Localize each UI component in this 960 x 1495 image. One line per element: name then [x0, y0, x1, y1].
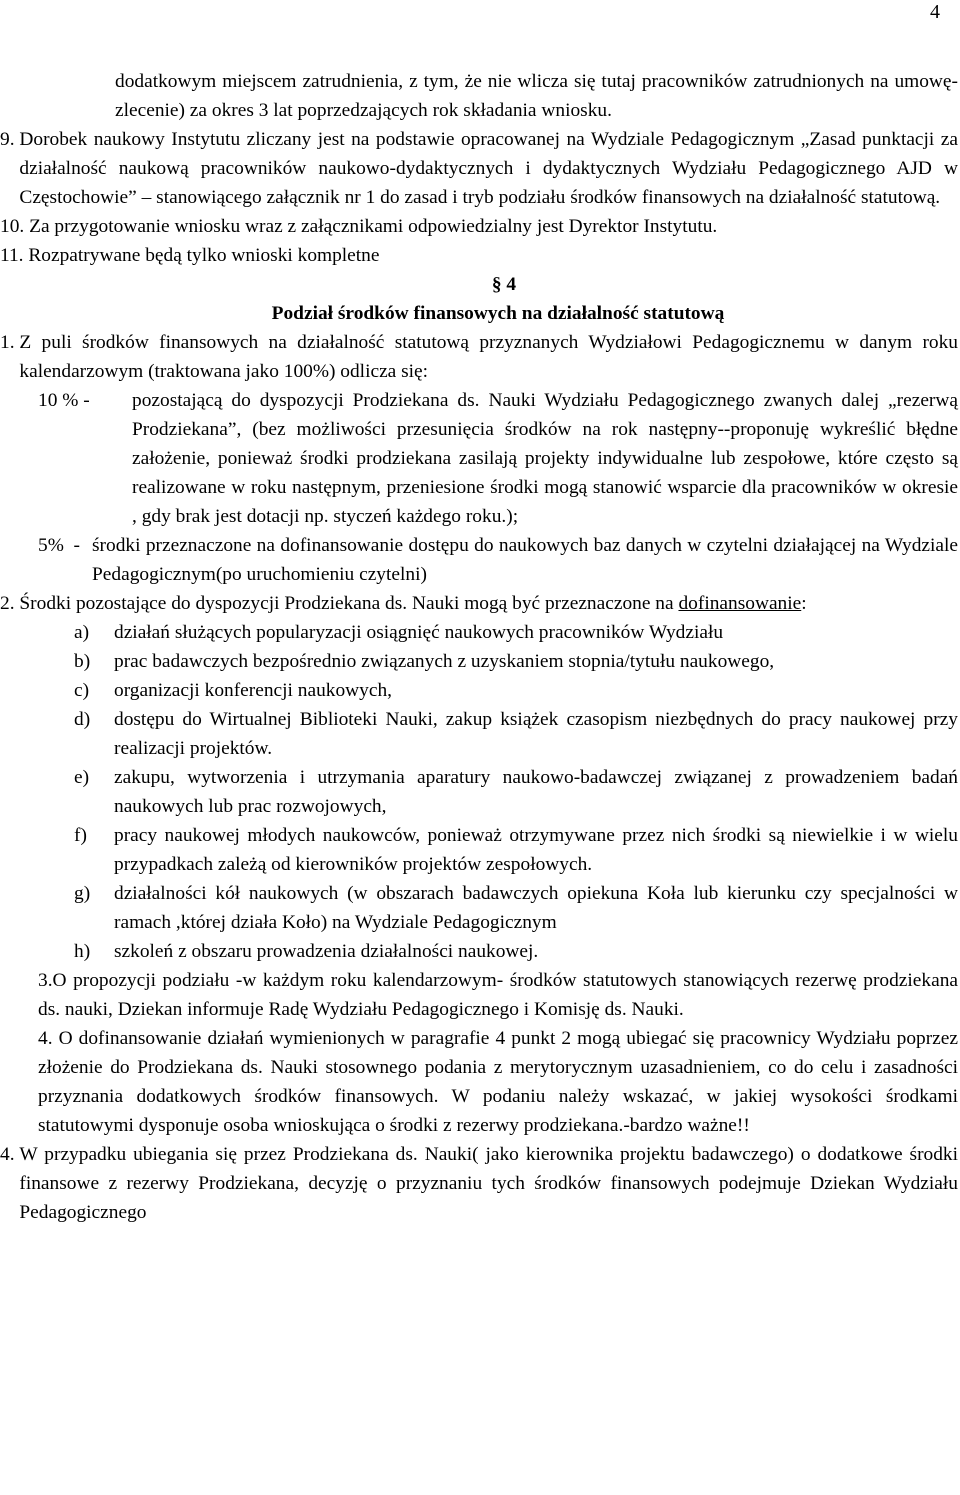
item-11-text: Rozpatrywane będą tylko wnioski kompletne: [28, 245, 380, 266]
list-item-label: c): [74, 680, 90, 701]
page-number: 4: [930, 1, 940, 23]
item-11: [0, 241, 958, 270]
section-title: Podział środków finansowych na działalność statutową: [271, 303, 725, 324]
intro-continuation: dodatkowym miejscem zatrudnienia, z tym, że nie wlicza się tutaj pracowników zatrudnionych na umowę-zlecenie) za okres 3 lat poprzedzających rok składania wniosku.: [115, 71, 958, 121]
list-item-text: organizacji konferencji naukowych,: [114, 680, 393, 701]
item-10-text: Za przygotowanie wniosku wraz z załącznikami odpowiedzialny jest Dyrektor Instytutu.: [29, 216, 718, 237]
list-item-label: e): [74, 767, 90, 788]
list-item-text: pracy naukowej młodych naukowców, ponieważ otrzymywane przez nich środki są niewielkie i w wielu przypadkach zależą od kierowników projektów zespołowych.: [114, 825, 958, 875]
deduction-5-text: środki przeznaczone na dofinansowanie dostępu do naukowych baz danych w czytelni działającej na Wydziale Pedagogicznym(po uruchomieniu czytelni): [92, 535, 958, 585]
paragraph-4b-text: W przypadku ubiegania się przez Prodziekana ds. Nauki( jako kierownika projektu badawczego) o dodatkowe środki finansowe z rezerwy Prodziekana, decyzję o przyznaniu tych środków finansowych podejmuje Dziekan Wydziału Pedagogicznego: [19, 1144, 958, 1223]
list-item-text: działalności kół naukowych (w obszarach badawczych opiekuna Koła lub kierunku czy specjalności w ramach ,której działa Koło) na Wydziale Pedagogicznym: [114, 883, 958, 933]
item-9: [0, 125, 958, 212]
list-item: [38, 937, 958, 966]
deduction-5-percent: [38, 531, 958, 589]
list-item: [38, 676, 958, 705]
section-symbol: § 4: [491, 274, 517, 295]
paragraph-4b-number: 4.: [0, 1144, 20, 1165]
list-item-label: a): [74, 622, 90, 643]
list-item-text: dostępu do Wirtualnej Biblioteki Nauki, zakup książek czasopism niezbędnych do pracy naukowej przy realizacji projektów.: [114, 709, 958, 759]
page-content: [0, 67, 958, 1227]
item-10-number: 10.: [0, 216, 30, 237]
item-9-number: 9.: [0, 129, 20, 150]
deduction-5-lead: 5% -: [38, 535, 81, 556]
paragraph-1-text: Z puli środków finansowych na działalność statutową przyznanych Wydziałowi Pedagogicznemu w danym roku kalendarzowym (traktowana jako 100%) odlicza się:: [19, 332, 958, 382]
item-9-text: Dorobek naukowy Instytutu zliczany jest na podstawie opracowanej na Wydziale Pedagogicznym „Zasad punktacji za działalność naukową pracowników naukowo-dydaktycznych i dydaktycznych Wydziału Pedagogicznego AJD w Częstochowie” – stanowiącego załącznik nr 1 do zasad i tryb podziału środków finansowych na działalność statutową.: [19, 129, 958, 208]
list-item: [38, 763, 958, 821]
list-item: [38, 879, 958, 937]
paragraph-2-number: 2.: [0, 593, 20, 614]
paragraph-2: [0, 589, 958, 618]
paragraph-4a: 4. O dofinansowanie działań wymienionych w paragrafie 4 punkt 2 mogą ubiegać się pracownicy Wydziału poprzez złożenie do Prodziekana ds. Nauki stosownego podania z merytorycznym uzasadnieniem, co do celu i zasadności przyznania dodatkowych środków finansowych. W podaniu należy wskazać, w jakiej wysokości środkami statutowymi dysponuje osoba wnioskująca o środki z rezerwy prodziekana.-bardzo ważne!!: [38, 1028, 958, 1136]
deduction-10-percent: [38, 386, 958, 531]
list-item-text: szkoleń z obszaru prowadzenia działalności naukowej.: [114, 941, 539, 962]
list-item-label: g): [74, 883, 91, 904]
list-item-text: działań służących popularyzacji osiągnięć naukowych pracowników Wydziału: [114, 622, 724, 643]
list-item-label: d): [74, 709, 91, 730]
paragraph-2-underlined: dofinansowanie: [678, 593, 802, 614]
deduction-10-text: pozostającą do dyspozycji Prodziekana ds. Nauki Wydziału Pedagogicznego zwanych dalej „rezerwą Prodziekana”, (bez możliwości przesunięcia środków na rok następny--proponuję wykreślić błędne założenie, ponieważ środki prodziekana zasilają projekty indywidualne lub zespołowe, które często są realizowane w roku następnym, przeniesione środki mogą stanowić wsparcie dla pracowników w okresie , gdy brak jest dotacji np. styczeń każdego roku.);: [132, 390, 958, 527]
list-item: [38, 821, 958, 879]
paragraph-1-number: 1.: [0, 332, 20, 353]
paragraph-3: 3.O propozycji podziału -w każdym roku kalendarzowym- środków statutowych stanowiących rezerwę prodziekana ds. nauki, Dziekan informuje Radę Wydziału Pedagogicznego i Komisję ds. Nauki.: [38, 970, 958, 1020]
list-item: [38, 705, 958, 763]
list-item-text: prac badawczych bezpośrednio związanych z uzyskaniem stopnia/tytułu naukowego,: [114, 651, 775, 672]
list-item-label: f): [74, 825, 87, 846]
list-item-text: zakupu, wytworzenia i utrzymania aparatury naukowo-badawczej związanej z prowadzeniem badań naukowych lub prac rozwojowych,: [114, 767, 958, 817]
list-item-label: b): [74, 651, 91, 672]
paragraph-2-colon: :: [801, 593, 807, 614]
paragraph-2-body: [19, 589, 958, 618]
paragraph-4b: [0, 1140, 958, 1227]
funding-list: [38, 618, 958, 966]
item-11-number: 11.: [0, 245, 29, 266]
list-item: [38, 647, 958, 676]
list-item: [38, 618, 958, 647]
deduction-10-lead: 10 % -: [38, 390, 95, 411]
list-item-label: h): [74, 941, 91, 962]
paragraph-2-text: Środki pozostające do dyspozycji Prodziekana ds. Nauki mogą być przeznaczone na: [19, 593, 674, 614]
item-10: [0, 212, 958, 241]
paragraph-1: [0, 328, 958, 386]
